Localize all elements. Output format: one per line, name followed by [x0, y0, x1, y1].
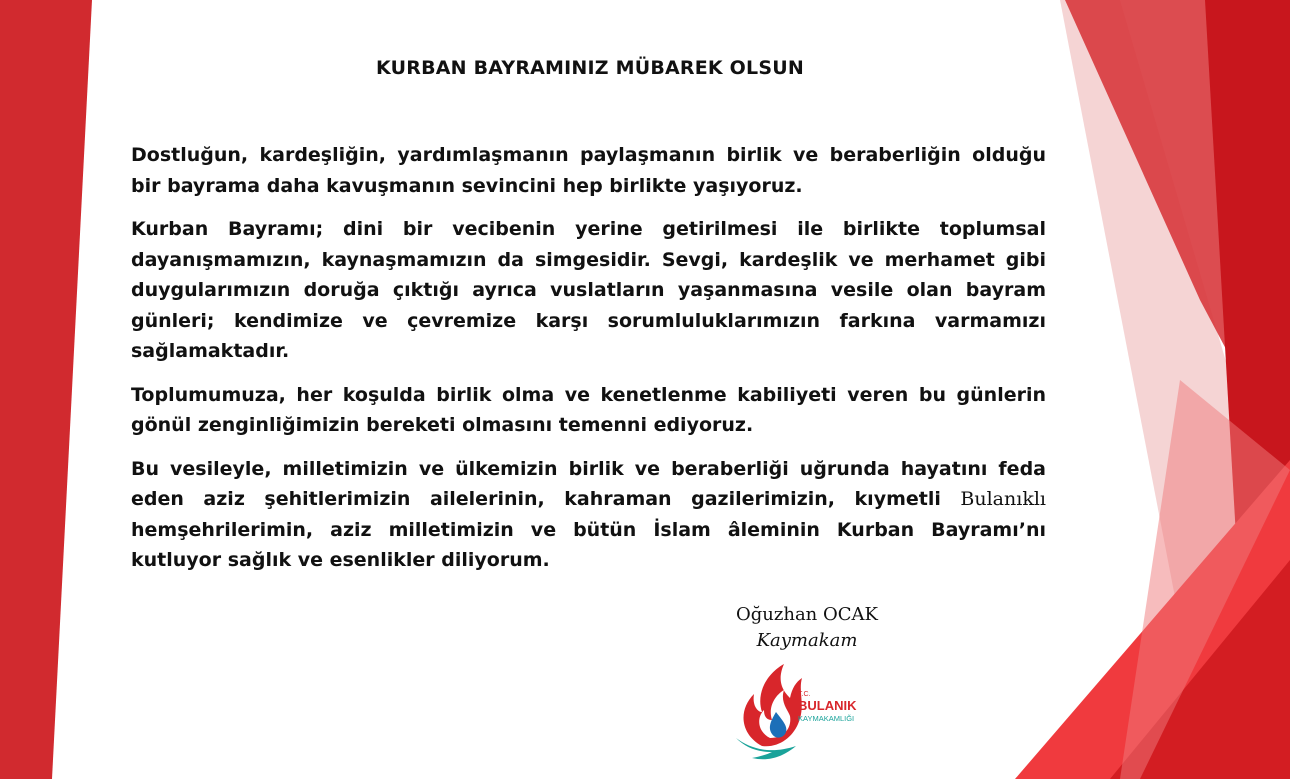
logo-small-text: T.C.: [798, 691, 811, 698]
paragraph-3: Toplumumuza, her koşulda birlik olma ve kenetlenme kabiliyeti veren bu günlerin gönül zenginliğimizin bereketi olmasını temenni ediyoruz.: [131, 383, 1046, 436]
paragraph-4-end: hemşehrilerimin, aziz milletimizin ve bütün İslam âleminin Kurban Bayramı’nı kutluyor sağlık ve esenlikler diliyorum.: [131, 518, 1046, 571]
bulanik-kaymakamligi-logo: [732, 654, 902, 764]
paragraph-4-serif-word: Bulanıklı: [960, 488, 1046, 510]
logo-subtitle: KAYMAKAMLIĞI: [798, 714, 855, 723]
signature-title: Kaymakam: [756, 630, 858, 651]
paragraph-4: [131, 454, 1046, 576]
message-body: [131, 140, 1046, 589]
signature-name: Oğuzhan OCAK: [736, 604, 878, 625]
paragraph-2: Kurban Bayramı; dini bir vecibenin yerine getirilmesi ile birlikte toplumsal dayanışmamızın, kaynaşmamızın da simgesidir. Sevgi, kardeşlik ve merhamet gibi duygularımızın doruğa çıktığı ayrıca vuslatların yaşanmasına vesile olan bayram günleri; kendimize ve çevremize karşı sorumluluklarımızın farkına varmamızı sağlamaktadır.: [131, 218, 1046, 362]
left-red-band: [0, 0, 92, 779]
paragraph-1: Dostluğun, kardeşliğin, yardımlaşmanın paylaşmanın birlik ve beraberliğin olduğu bir bayrama daha kavuşmanın sevincini hep birlikte yaşıyoruz.: [131, 144, 1046, 197]
logo-name: BULANIK: [798, 698, 857, 713]
signature-block: [712, 602, 902, 654]
paragraph-4-start: Bu vesileyle, milletimizin ve ülkemizin birlik ve beraberliği uğrunda hayatını feda eden aziz şehitlerimizin ailelerinin, kahraman gazilerimizin, kıymetli: [131, 457, 1046, 510]
page-title: KURBAN BAYRAMINIZ MÜBAREK OLSUN: [376, 57, 804, 79]
